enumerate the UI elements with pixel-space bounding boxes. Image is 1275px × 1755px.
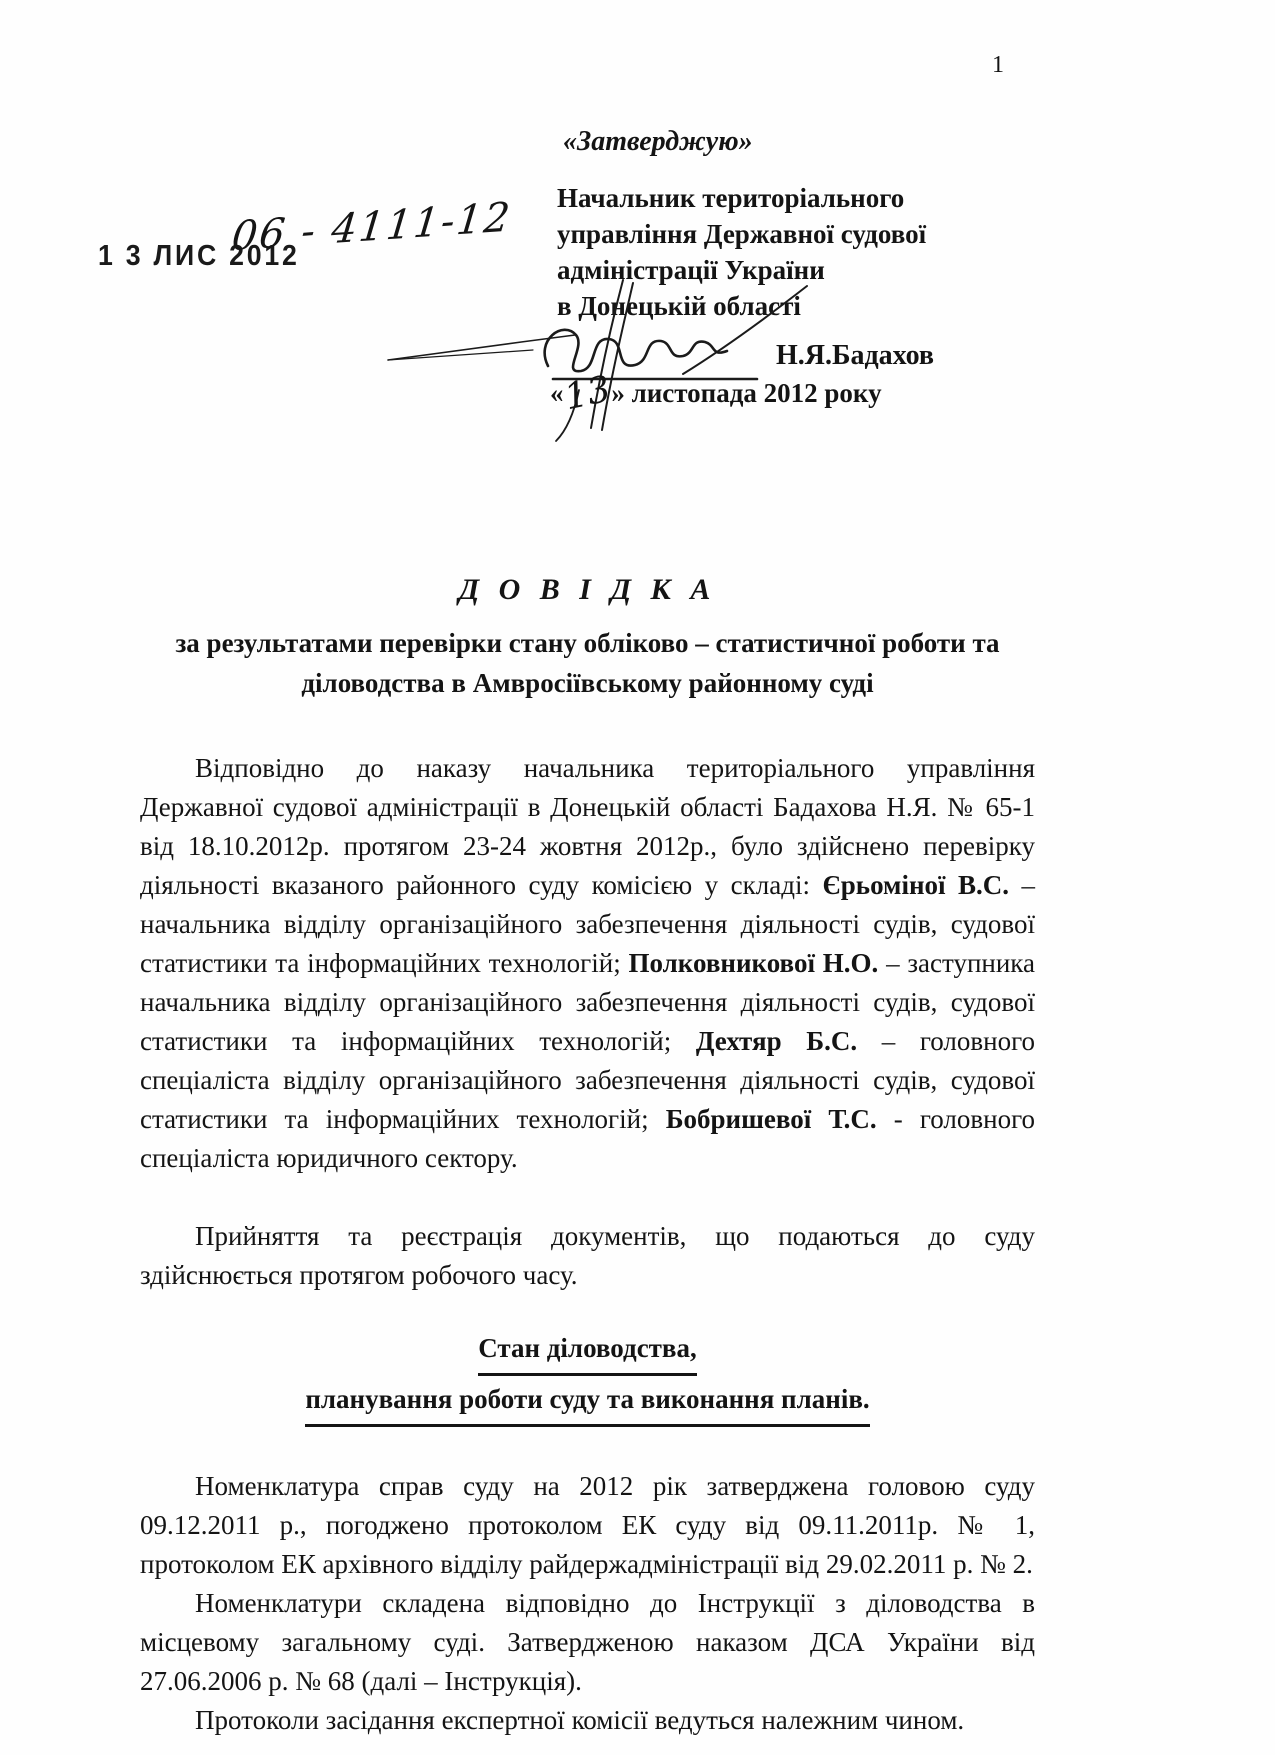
approval-date-line bbox=[550, 368, 882, 419]
paragraph-text: Відповідно до наказу начальника територіального управління Державної судової адміністрації в Донецькій області Бадахова Н.Я. № 65-1 від 18.10.2012р. протягом 23-24 жовтня 2012р., було здійснено перевірку діяльності вказаного районного суду комісією у складі: bbox=[140, 753, 1035, 900]
paragraph-text: Прийняття та реєстрація документів, що подаються до суду здійснюється протягом робочого часу. bbox=[140, 1221, 1035, 1290]
paragraph-text: – заступника начальника відділу організаційного забезпечення діяльності судів, судової статистики та інформаційних технологій; bbox=[140, 948, 1035, 1056]
section-heading-line: Стан діловодства, bbox=[478, 1325, 697, 1376]
handwritten-day: 13 bbox=[560, 368, 614, 419]
subtitle-line: діловодства в Амвросіївському районному суді bbox=[301, 668, 874, 698]
paragraph-text: Номенклатури складена відповідно до Інструкції з діловодства в місцевому загальному суді. Затвердженою наказом ДСА України від 27.06.2006 р. № 68 (далі – Інструкція). bbox=[140, 1588, 1035, 1696]
approver-title-line: в Донецькій області bbox=[557, 291, 801, 321]
document-body bbox=[140, 570, 1035, 1740]
paragraph-registration bbox=[140, 1217, 1035, 1295]
inspector-name: Єрьоміної В.С. bbox=[822, 870, 1010, 900]
handwritten-ref-number: 06 - 4111-12 bbox=[229, 194, 514, 261]
document-title: Д О В І Д К А bbox=[458, 573, 717, 606]
signer-name: Н.Я.Бадахов bbox=[776, 340, 935, 371]
date-rest: » листопада 2012 року bbox=[611, 378, 882, 408]
page-number: 1 bbox=[992, 52, 1004, 78]
date-stamp: 1 3 ЛИС 2012 bbox=[98, 240, 300, 272]
approver-title-line: адміністрації України bbox=[557, 255, 825, 285]
paragraph-text: – головного спеціаліста відділу організаційного забезпечення діяльності судів, судової статистики та інформаційних технологій; bbox=[140, 1026, 1035, 1134]
inspector-name: Бобришевої Т.С. bbox=[665, 1104, 877, 1134]
paragraph-nomenclature bbox=[140, 1467, 1035, 1584]
approval-word: «Затверджую» bbox=[563, 126, 753, 157]
paragraph-text: Номенклатура справ суду на 2012 рік затверджена головою суду 09.12.2011 р., погоджено протоколом ЕК суду від 09.11.2011р. № 1, протоколом ЕК архівного відділу райдержадміністрації від 29.02.2011 р. № 2. bbox=[140, 1471, 1035, 1579]
paragraph-text: Протоколи засідання експертної комісії ведуться належним чином. bbox=[195, 1705, 965, 1735]
paragraph-text: – начальника відділу організаційного забезпечення діяльності судів, судової статистики та інформаційних технологій; bbox=[140, 870, 1036, 978]
subtitle-line: за результатами перевірки стану обліково – статистичної роботи та bbox=[175, 628, 1000, 658]
paragraph-protocols bbox=[140, 1701, 1035, 1740]
section-heading-line: планування роботи суду та виконання планів. bbox=[305, 1376, 869, 1427]
signature-icon bbox=[383, 278, 823, 448]
approver-title-line: управління Державної судової bbox=[557, 219, 927, 249]
section-heading bbox=[140, 1325, 1035, 1427]
inspector-name: Полковникової Н.О. bbox=[628, 948, 879, 978]
document-subtitle bbox=[140, 623, 1035, 703]
paragraph-text: - головного спеціаліста юридичного сектору. bbox=[140, 1104, 1035, 1173]
inspector-name: Дехтяр Б.С. bbox=[695, 1026, 858, 1056]
paragraph-commission bbox=[140, 749, 1035, 1178]
approver-title-line: Начальник територіального bbox=[557, 183, 905, 213]
date-open-quote: « bbox=[550, 378, 564, 408]
paragraph-instruction bbox=[140, 1584, 1035, 1701]
